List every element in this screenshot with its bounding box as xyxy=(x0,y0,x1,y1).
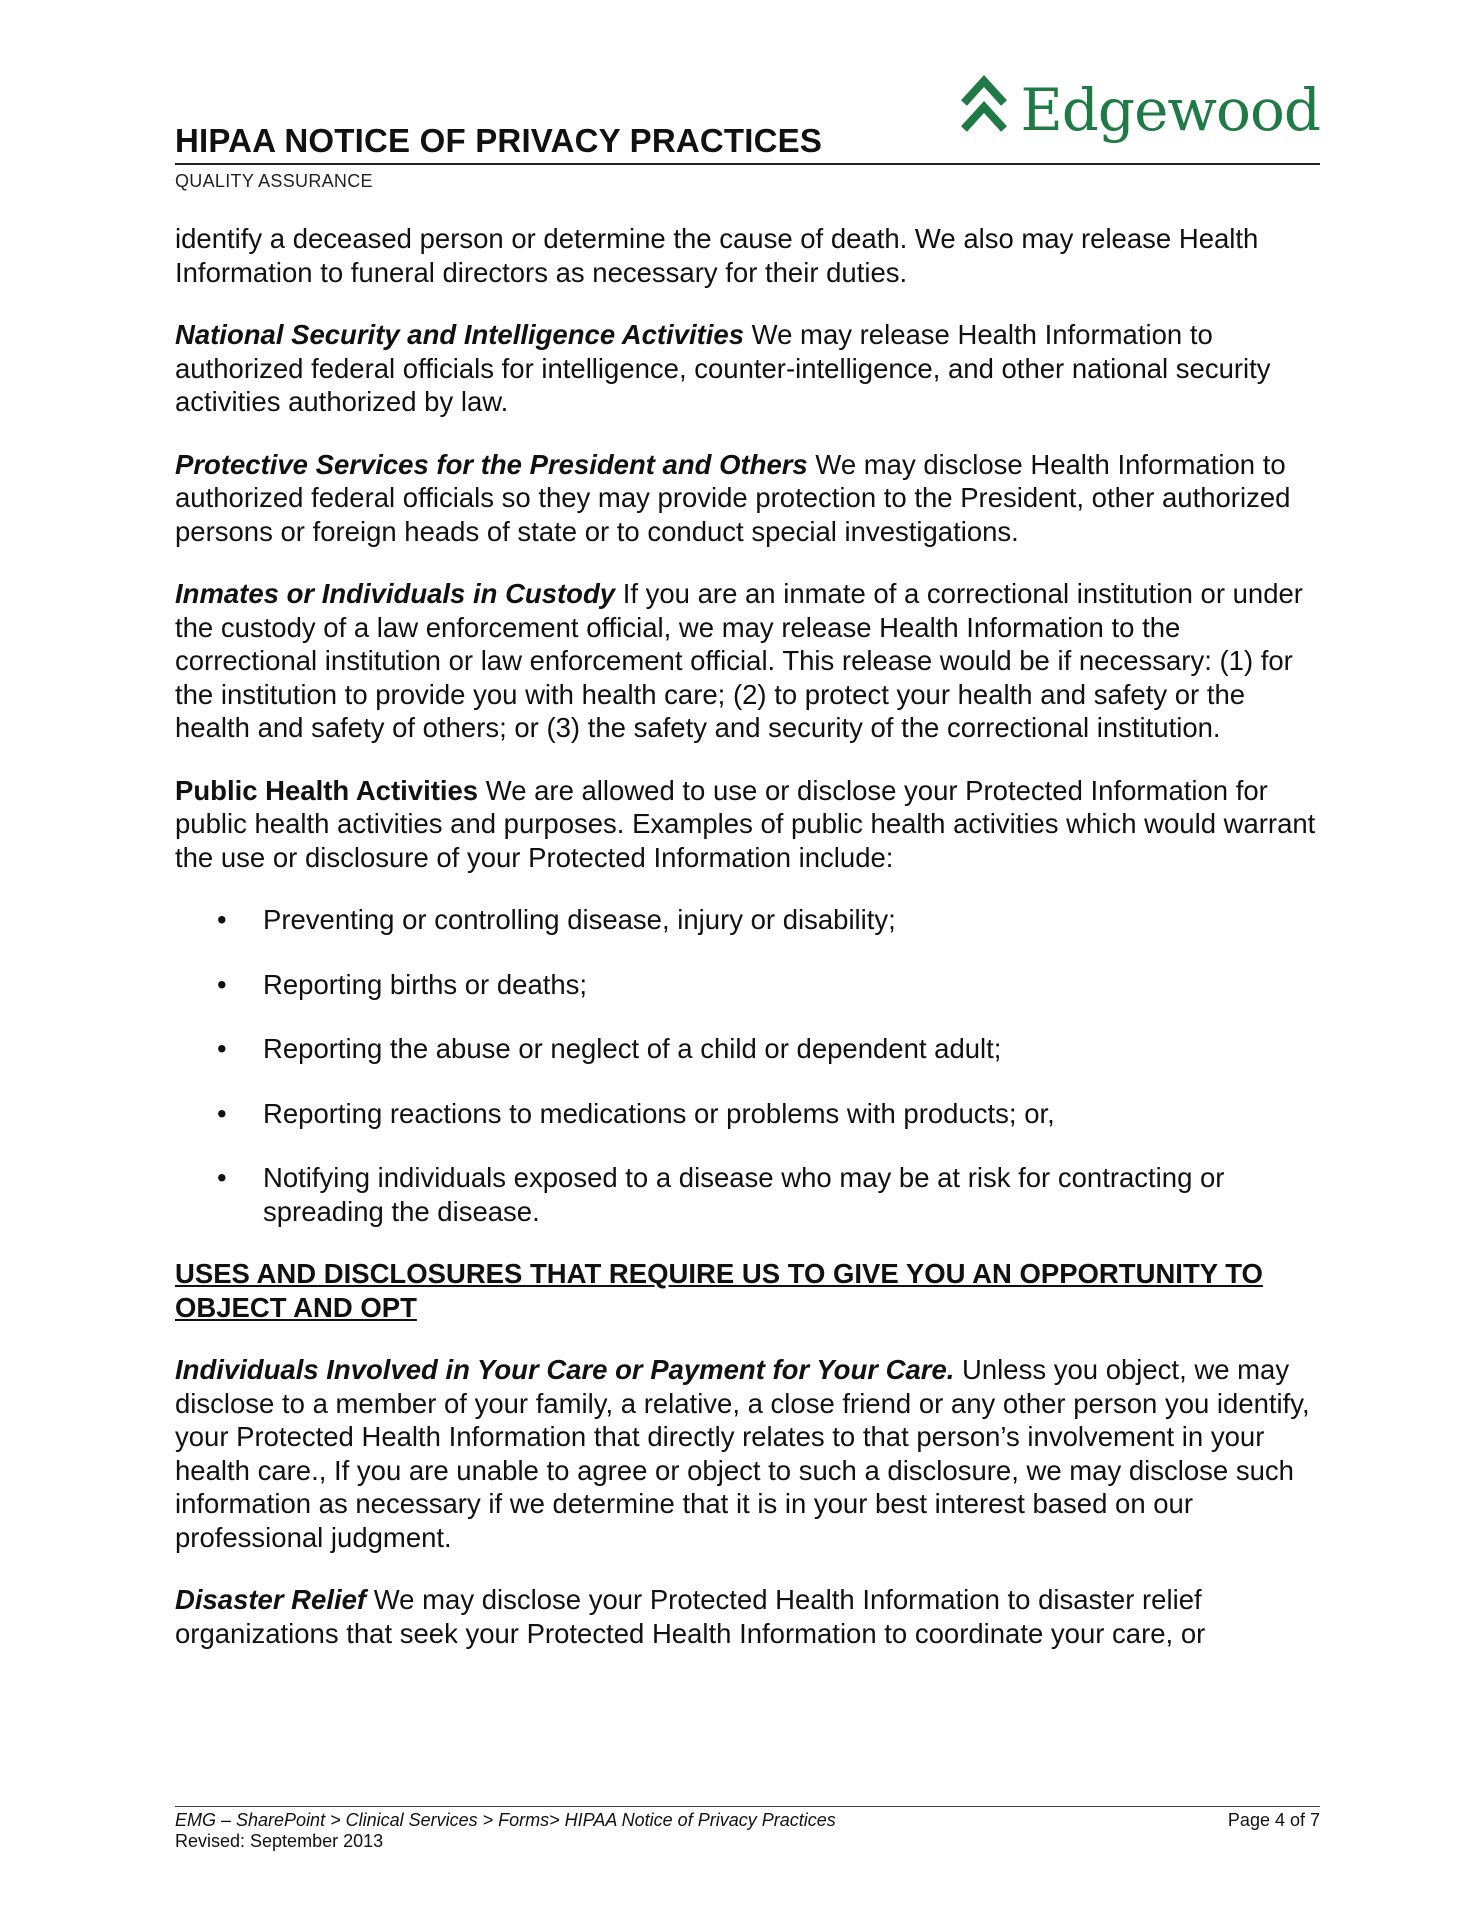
footer-divider xyxy=(175,1806,1320,1807)
page-number: Page 4 of 7 xyxy=(1227,1810,1320,1830)
logo-text: Edgewood xyxy=(1020,76,1320,144)
inmates-text: If you are an inmate of a correctional institution or under the custody of a law enforcement official, we may release Health Information to the correctional institution or law enforcement official. This release would be if necessary: (1) for the institution to provide you with health care; (2) to protect your health and safety or the health and safety of others; or (3) the safety and security of the correctional institution. xyxy=(175,578,1303,743)
bullet-icon: • xyxy=(217,904,227,935)
bullet-icon: • xyxy=(217,1162,227,1193)
public-health-text: We are allowed to use or disclose your Protected Information for public health activities and purposes. Examples of public health activities which would warrant the use or disclosure of your Protected Information include: xyxy=(175,774,1316,873)
protective-services-text: We may disclose Health Information to authorized federal officials so they may provide protection to the President, other authorized persons or foreign heads of state or to conduct special investigations. xyxy=(175,448,1291,547)
document-path: EMG – SharePoint > Clinical Services > Forms> HIPAA Notice of Privacy Practices xyxy=(175,1810,836,1830)
bullet-icon: • xyxy=(217,1033,227,1064)
individuals-involved-text: Unless you object, we may disclose to a member of your family, a relative, a close friend or any other person you identify, your Protected Health Information that directly relates to that person’s involvement in your health care., If you are unable to agree or object to such a disclosure, we may disclose such information as necessary if we determine that it is in your best interest based on our professional judgment. xyxy=(175,1354,1310,1553)
page-header xyxy=(175,60,1320,165)
bullet-icon: • xyxy=(217,968,227,1000)
chevron-up-logo-icon xyxy=(958,71,1010,149)
individuals-involved-paragraph xyxy=(175,1353,1320,1554)
national-security-paragraph xyxy=(175,318,1320,419)
public-health-paragraph xyxy=(175,774,1320,875)
document-body xyxy=(175,222,1320,1679)
department-subtitle: QUALITY ASSURANCE xyxy=(175,171,373,191)
protective-services-paragraph xyxy=(175,448,1320,549)
header-divider xyxy=(175,163,1320,165)
document-title: HIPAA NOTICE OF PRIVACY PRACTICES xyxy=(175,122,823,159)
list-item: • Reporting reactions to medications or problems with products; or, xyxy=(217,1097,1055,1129)
disaster-relief-paragraph xyxy=(175,1583,1320,1650)
public-health-heading: Public Health Activities xyxy=(175,774,479,806)
national-security-text: We may release Health Information to authorized federal officials for intelligence, counter-intelligence, and other national security activities authorized by law. xyxy=(175,319,1271,417)
inmates-paragraph xyxy=(175,577,1320,745)
section-heading: USES AND DISCLOSURES THAT REQUIRE US TO GIVE YOU AN OPPORTUNITY TO OBJECT AND OPT xyxy=(175,1258,1263,1323)
public-health-list xyxy=(175,903,1320,1228)
inmates-heading: Inmates or Individuals in Custody xyxy=(175,578,616,609)
intro-paragraph: identify a deceased person or determine the cause of death. We also may release Health Information to funeral directors as necessary for their duties. xyxy=(175,223,1259,288)
disaster-relief-heading: Disaster Relief xyxy=(175,1584,367,1615)
protective-services-heading: Protective Services for the President and Others xyxy=(175,448,808,480)
revision-date: Revised: September 2013 xyxy=(175,1831,384,1851)
list-item: • Preventing or controlling disease, injury or disability; xyxy=(217,904,896,935)
footer-info xyxy=(175,1810,836,1852)
individuals-involved-heading: Individuals Involved in Your Care or Payment for Your Care. xyxy=(175,1354,955,1385)
list-item: • Reporting births or deaths; xyxy=(217,968,588,1000)
disaster-relief-text: We may disclose your Protected Health Information to disaster relief organizations that seek your Protected Health Information to coordinate your care, or xyxy=(175,1584,1206,1649)
list-item: • Notifying individuals exposed to a disease who may be at risk for contracting or spreading the disease. xyxy=(217,1162,1225,1227)
edgewood-logo xyxy=(958,60,1320,160)
list-item: • Reporting the abuse or neglect of a child or dependent adult; xyxy=(217,1033,1002,1064)
national-security-heading: National Security and Intelligence Activities xyxy=(175,319,745,350)
bullet-icon: • xyxy=(217,1097,227,1129)
